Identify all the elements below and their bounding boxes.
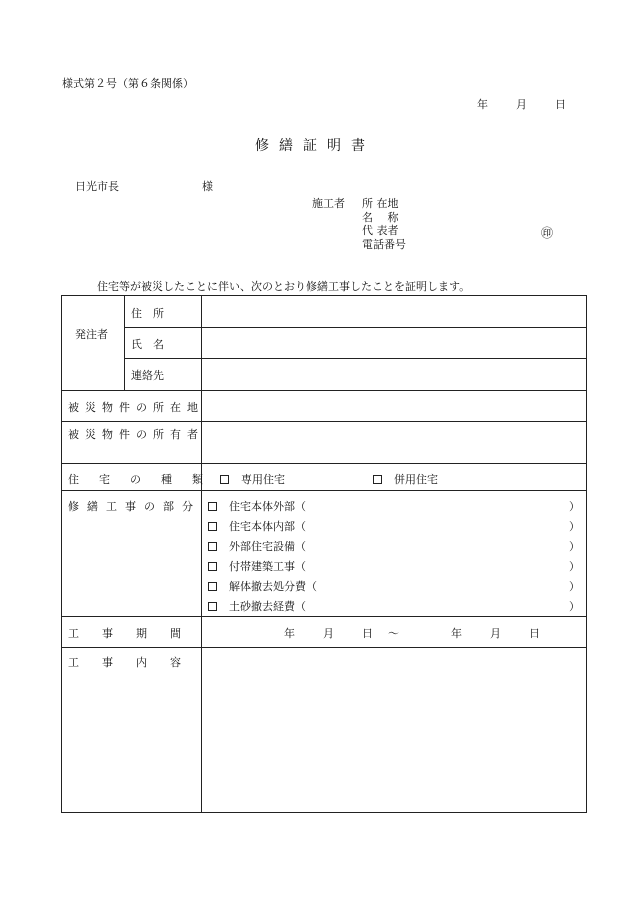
house-type-option-exclusive[interactable]: 専用住宅 <box>220 471 285 487</box>
date-year: 年 <box>477 98 488 111</box>
period-end-month: 月 <box>490 627 501 640</box>
document-title: 修繕証明書 <box>255 138 375 154</box>
issue-date <box>477 96 566 112</box>
house-type-option-combined[interactable]: 併用住宅 <box>373 471 438 487</box>
repair-part-item[interactable]: 住宅本体外部（ ） <box>208 498 580 514</box>
period-end-year: 年 <box>451 627 462 640</box>
contractor-phone-label: 電話番号 <box>362 237 406 251</box>
orderer-contact-field[interactable] <box>203 361 585 388</box>
checkbox[interactable] <box>208 502 217 511</box>
date-day: 日 <box>555 98 566 111</box>
orderer-address-label: 住 所 <box>131 307 164 320</box>
contractor-label: 施工者 <box>312 197 345 210</box>
addressee <box>75 178 213 194</box>
property-owner-field[interactable] <box>203 424 585 461</box>
repair-part-item[interactable]: 解体撤去処分費（ ） <box>208 578 580 594</box>
orderer-name-field[interactable] <box>203 330 585 356</box>
repair-part-item[interactable]: 土砂撤去経費（ ） <box>208 598 580 614</box>
certificate-table <box>61 295 587 813</box>
period-start-month: 月 <box>323 627 334 640</box>
addressee-honorific: 様 <box>202 180 213 193</box>
repair-part-item[interactable]: 外部住宅設備（ ） <box>208 538 580 554</box>
content-field[interactable] <box>203 650 585 810</box>
orderer-contact-label: 連絡先 <box>131 369 164 382</box>
property-owner-label: 被災物件の所有者 <box>68 428 204 441</box>
date-month: 月 <box>516 98 527 111</box>
contractor-representative-label: 代 表者 <box>362 224 399 237</box>
content-label: 工事内容 <box>68 656 204 669</box>
period-end-day: 日 <box>529 627 540 640</box>
period-separator: ～ <box>388 627 399 640</box>
period-start-year: 年 <box>284 627 295 640</box>
seal-mark: ㊞ <box>541 226 554 240</box>
house-type-label: 住宅の種類 <box>68 473 223 486</box>
orderer-name-label: 氏 名 <box>131 338 164 351</box>
period-label: 工事期間 <box>68 627 204 640</box>
repair-part-item[interactable]: 住宅本体内部（ ） <box>208 518 580 534</box>
checkbox[interactable] <box>208 542 217 551</box>
repair-parts-label: 修繕工事の部分 <box>68 500 201 513</box>
property-location-label: 被災物件の所在地 <box>68 401 204 414</box>
checkbox[interactable] <box>220 475 229 484</box>
checkbox[interactable] <box>208 562 217 571</box>
checkbox[interactable] <box>208 522 217 531</box>
orderer-label: 発注者 <box>75 328 108 341</box>
intro-text: 住宅等が被災したことに伴い、次のとおり修繕工事したことを証明します。 <box>97 280 471 293</box>
orderer-address-field[interactable] <box>203 299 585 325</box>
contractor-name-label: 名 称 <box>362 210 399 224</box>
repair-part-item[interactable]: 付帯建築工事（ ） <box>208 558 580 574</box>
form-number: 様式第２号（第６条関係） <box>62 77 194 90</box>
checkbox[interactable] <box>208 582 217 591</box>
property-location-field[interactable] <box>203 393 585 419</box>
contractor-address-label: 所 在地 <box>362 197 399 210</box>
checkbox[interactable] <box>208 602 217 611</box>
addressee-name: 日光市長 <box>75 180 119 193</box>
checkbox[interactable] <box>373 475 382 484</box>
period-start-day: 日 <box>362 627 373 640</box>
